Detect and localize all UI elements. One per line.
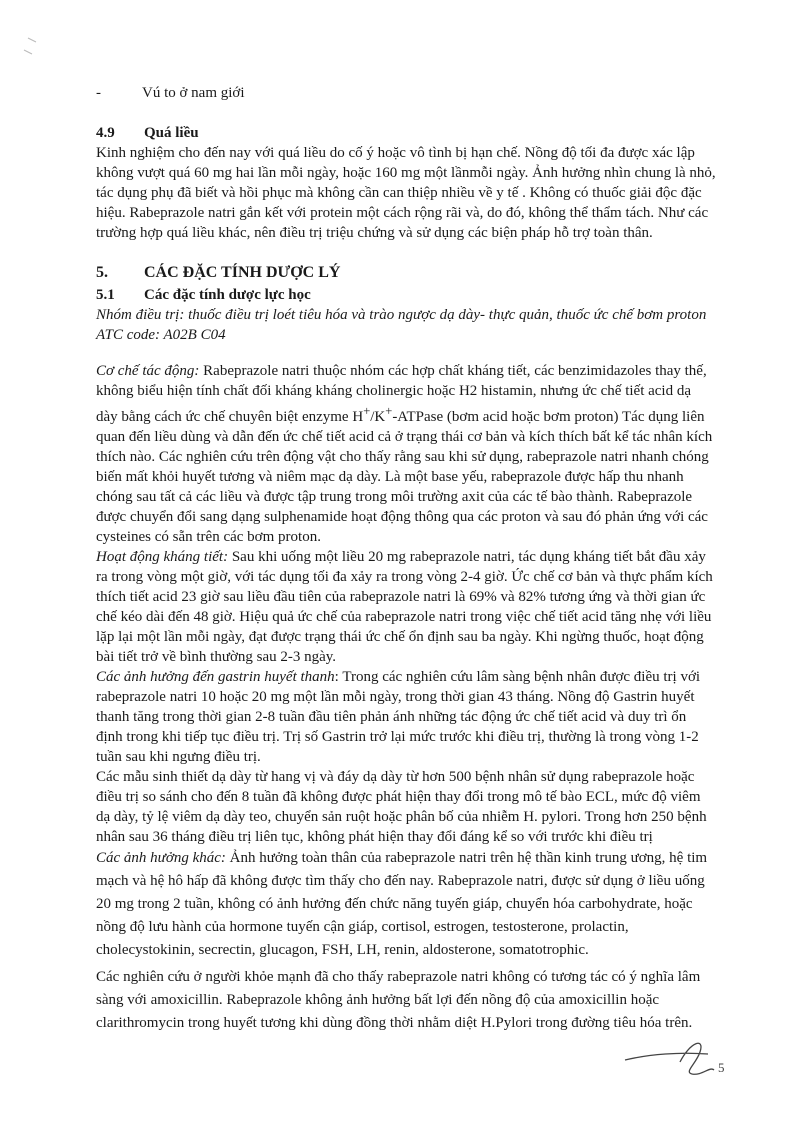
antisecretory-paragraph bbox=[96, 547, 716, 667]
section-title: CÁC ĐẶC TÍNH DƯỢC LÝ bbox=[144, 264, 341, 281]
bullet-item bbox=[96, 85, 245, 102]
superscript: + bbox=[385, 404, 393, 418]
section-4-9-heading bbox=[96, 123, 716, 143]
document-body bbox=[96, 123, 716, 1035]
bullet-dash: - bbox=[96, 85, 101, 101]
section-title: Các đặc tính dược lực học bbox=[144, 287, 311, 303]
mechanism-label: Cơ chế tác động: bbox=[96, 363, 200, 379]
section-title: Quá liều bbox=[144, 125, 199, 141]
section-5-heading bbox=[96, 263, 716, 283]
mechanism-paragraph bbox=[96, 361, 716, 547]
gastrin-label: Các ảnh hưởng đến gastrin huyết thanh bbox=[96, 669, 335, 685]
biopsy-paragraph: Các mẫu sinh thiết dạ dày từ hang vị và đáy dạ dày từ hơn 500 bệnh nhân sử dụng rabeprazole hoặc điều trị so sánh cho đến 8 tuần đã không được phát hiện thay đổi trong mô tế bào ECL, mức độ viêm dạ dày, tỷ lệ viêm dạ dày teo, chuyển sản ruột hoặc phân bố của nhiễm H. pylori. Trong hơn 250 bệnh nhân sau 36 tháng điều trị liên tục, không phát hiện thay đổi đáng kể so với trước khi điều trị bbox=[96, 769, 707, 845]
healthy-volunteers-paragraph: Các nghiên cứu ở người khỏe mạnh đã cho thấy rabeprazole natri không có tương tác có ý nghĩa lâm sàng với amoxicillin. Rabeprazole không ảnh hưởng bất lợi đến nồng độ của amoxicillin hoặc clarithromycin trong huyết tương khi dùng đồng thời nhằm diệt H.Pylori trong đường tiêu hóa trên. bbox=[96, 969, 701, 1031]
gastrin-paragraph bbox=[96, 667, 716, 767]
section-5-1-heading bbox=[96, 285, 716, 305]
therapeutic-group: Nhóm điều trị: thuốc điều trị loét tiêu hóa và trào ngược dạ dày- thực quản, thuốc ức chế bơm proton ATC code: A02B C04 bbox=[96, 307, 707, 343]
bullet-text: Vú to ở nam giới bbox=[142, 85, 245, 101]
other-effects-text: Ảnh hưởng toàn thân của rabeprazole natri trên hệ thần kinh trung ương, hệ tim mạch và hệ hô hấp đã không được tìm thấy cho đến nay. Rabeprazole natri, được sử dụng ở liều uống 20 mg trong 2 tuần, không có ảnh hưởng đến chức năng tuyến giáp, chuyển hóa carbohydrate, hoặc nồng độ lưu hành của hormone tuyến cận giáp, cortisol, estrogen, testosterone, prolactin, cholecystokinin, secrectin, glucagon, FSH, LH, renin, aldosterone, somatotrophic. bbox=[96, 850, 708, 958]
overdose-paragraph: Kinh nghiệm cho đến nay với quá liều do cố ý hoặc vô tình bị hạn chế. Nồng độ tối đa được xác lập không vượt quá 60 mg hai lần mỗi ngày, hoặc 160 mg một lầnmỗi ngày. Ảnh hưởng nhìn chung là nhỏ, tác dụng phụ đã biết và hồi phục mà không cần can thiệp nhiều về y tế . Không có thuốc giải độc đặc hiệu. Rabeprazole natri gắn kết với protein một cách rộng rãi và, do đó, không thể thẩm tách. Như các trường hợp quá liều khác, nên điều trị triệu chứng và sử dụng các biện pháp hỗ trợ toàn thân. bbox=[96, 145, 716, 241]
page-number: 5 bbox=[718, 1060, 725, 1075]
gastrin-text: : Trong các nghiên cứu lâm sàng bệnh nhân được điều trị với rabeprazole natri 10 hoặc 20 mg một lần mỗi ngày, trong thời gian 43 tháng. Nồng độ Gastrin huyết thanh tăng trong thời gian 2-8 tuần đầu tiên phản ánh những tác động ức chế tiết acid và duy trì ổn định trong khi tiếp tục điều trị. Trị số Gastrin trở lại mức trước khi điều trị, thường là trong vòng 1-2 tuần sau khi ngưng điều trị. bbox=[96, 669, 701, 765]
section-number: 5.1 bbox=[96, 287, 115, 303]
superscript: + bbox=[363, 404, 371, 418]
mechanism-text: /K bbox=[370, 409, 386, 425]
other-effects-paragraph bbox=[96, 847, 716, 962]
scan-corner-mark bbox=[18, 36, 48, 76]
section-number: 4.9 bbox=[96, 125, 115, 141]
antisecretory-label: Hoạt động kháng tiết: bbox=[96, 549, 229, 565]
mechanism-text: -ATPase (bơm acid hoặc bơm proton) Tác dụng liên quan đến liều dùng và dẫn đến ức chế tiết acid cả ở trạng thái cơ bản và kích thích bất kể tác nhân kích thích nào. Các nghiên cứu trên động vật cho thấy rằng sau khi sử dụng, rabeprazole natri nhanh chóng biến mất khỏi huyết tương và niêm mạc dạ dày. Là một base yếu, rabeprazole được hấp thu nhanh chóng sau tất cả các liều và được tập trung trong môi trường axit của các tế bào thành. Rabeprazole được chuyển đổi sang dạng sulphenamide hoạt động thông qua các proton và sau đó phản ứng với các cysteines có sẵn trên các bơm proton. bbox=[96, 409, 713, 545]
other-effects-label: Các ảnh hưởng khác: bbox=[96, 850, 226, 866]
handwritten-signature bbox=[620, 1032, 730, 1082]
mechanism-text: Rabeprazole natri thuộc nhóm các hợp chất kháng tiết, các benzimidazoles thay thế, không biểu hiện tính chất đối kháng kháng cholinergic hoặc H2 histamin, nhưng ức chế tiết acid dạ dày bằng cách ức chế chuyên biệt enzyme H bbox=[96, 363, 707, 425]
antisecretory-text: Sau khi uống một liều 20 mg rabeprazole natri, tác dụng kháng tiết bắt đầu xảy ra trong vòng một giờ, với tác dụng tối đa xảy ra trong vòng 2-4 giờ. Ức chế cơ bản và thực phẩm kích thích tiết acid 23 giờ sau liều đầu tiên của rabeprazole natri là 69% và 82% tương ứng và thời gian ức chế kéo dài đến 48 giờ. Hiệu quả ức chế của rabeprazole natri trong việc chế tiết acid tăng nhẹ với liều lặp lại một lần mỗi ngày, đạt được trạng thái ức chế ổn định sau ba ngày. Khi ngừng thuốc, hoạt động bài tiết trở về bình thường sau 2-3 ngày. bbox=[96, 549, 713, 665]
section-number: 5. bbox=[96, 264, 108, 281]
